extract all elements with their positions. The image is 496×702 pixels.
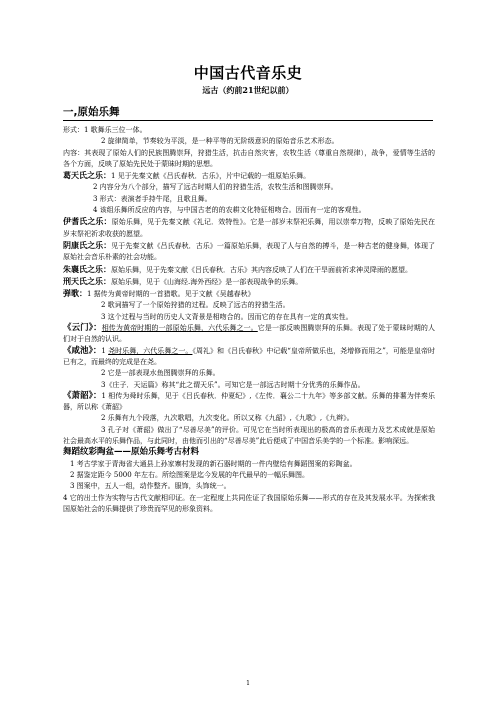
term-label: 阴康氏之乐： [63,240,112,250]
paragraph [63,170,435,182]
paragraph: 4 该组乐舞所反应的内容，与中国古老的的农耕文化特征相吻合。因而有一定的客观性。 [93,206,366,215]
term-label: 朱襄氏之乐： [63,264,111,274]
paragraph: 3 形式：表演者手持牛尾，且歌且舞。 [93,194,212,203]
term-text-underlined: 相传为黄帝时期的一部原始乐舞，六代乐舞之一。 [101,324,258,333]
term-text: 1 据传为黄帝时期的一首猎歌。见于文献《吴越春秋》 [87,290,255,299]
paragraph [63,264,435,276]
paragraph: 2 旋律简单，节奏较为平淡，是一种平等的无阶级意识的原始音乐艺术形态。 [101,137,339,146]
term-label: 伊耆氏之乐： [63,217,112,227]
paragraph [63,216,435,240]
paragraph [63,346,435,369]
term-label: 《云门》： [63,323,102,334]
page-subtitle: 远古（约前21世纪以前） [202,85,294,95]
term-text: 原始乐舞，见于先秦文献《礼记．效特性》。它是一部岁末祭祀乐舞，用以崇奉万物，反映了原始先民在岁末祭祀祈求收获的愿望。 [63,218,436,238]
term-label: 刑天氏之乐： [63,276,111,286]
paragraph [63,391,435,414]
paragraph: 2 它是一部表现水鱼图腾崇拜的乐舞。 [101,369,220,378]
paragraph [63,323,435,346]
paragraph: 内容：其表现了原始人们的民族图腾崇拜，狩猎生活，抗击自然灾害，农牧生活（尊重自然规律），战争，爱情等生活的各个方面，反映了原始先民处于蒙昧时期的思想。 [63,148,435,168]
paragraph: 4 它的出土作为实物与古代文献相印证。在一定程度上共同佐证了我国原始乐舞——形式的存在及其发展水平。为探索我国原始社会的乐舞提供了珍贵而罕见的形象资料。 [63,493,435,513]
document-body [63,125,435,515]
term-number: 1 [101,346,109,355]
paragraph: 形式：1 歌舞乐三位一体。 [63,126,147,134]
term-label: 《萧韶》： [63,390,102,401]
subsection-heading: 舞蹈纹彩陶盆——原始乐舞考古材料 [63,447,200,458]
term-text: 1 见于先秦文献《吕氏春秋．古乐》，片中记载的一组原始乐舞。 [111,172,311,181]
term-text: 原始乐舞，见于《山海经.海外西经》是一部表现战争的乐舞。 [111,277,303,286]
paragraph: 2 乐舞有九个段落，九次歌唱，九次变化。所以又称《九韶》,《九歌》,《九辫》。 [101,414,354,423]
paragraph: 3 这个过程与当时的历史人文背景是相吻合的。因而它的存在具有一定的真实性。 [101,312,353,321]
paragraph: 3 孔子对《萧韶》做出了“尽善尽美”的评价。可见它在当时所表现出的极高的音乐表现力及艺术成就是原始社会最高水平的乐舞作品，与此同时，由他而引出的“尽善尽美”此后便成了中国音乐美学的一个标准。影响深远。 [63,425,435,446]
term-text: 1 相传为舜时乐舞，见于《吕氏春秋．仲夏纪》,《左传．襄公二十九年》等多部文献。乐舞的排薯为伴奏乐器，所以称《萧韶》 [63,391,435,412]
term-label: 《咸池》： [63,345,102,356]
paragraph: 2 内容分为八个部分，描写了远古时期人们的狩猎生活，农牧生活和图腾崇拜。 [93,183,338,192]
paragraph: 1 考古学家于青海省大通县上孙家寨村发现的新石器时期的一件内壁绘有舞蹈图案的彩陶盆。 [70,459,357,468]
paragraph: 2 歌词描写了一个原始狩猎的过程。反映了远古的狩猎生活。 [101,301,290,310]
paragraph [63,288,435,300]
page-title: 中国古代音乐史 [193,64,303,82]
term-label: 弹歌： [63,289,87,299]
section-divider [63,120,433,121]
term-text: 原始乐舞，见于先秦文献《吕氏春秋．古乐》其内容反映了人们在干旱面前祈求神灵降雨的愿望。 [111,265,412,274]
term-text: 它是一部反映图腾崇拜的乐舞。表现了处于蒙昧时期的人们对于自然的认识。 [63,324,435,344]
paragraph: 3《庄子．天运篇》称其“此之谓天乐”。可知它是一部远古时期十分优秀的乐舞作品。 [101,380,365,389]
paragraph [63,276,435,288]
paragraph: 2 据鉴定距今 5000 年左右。所绘图案是迄今发展的年代最早的一幅乐舞图。 [70,470,309,479]
term-text-underlined: 尧时乐舞，六代乐舞之一。 [108,346,193,355]
term-text: 《周礼》和《吕氏春秋》中记载“皇帝所做乐也，尧增修而用之”，可能是皇帝时已有之，而最终的完成是在尧。 [63,346,436,366]
term-label: 葛天氏之乐： [63,171,111,181]
paragraph: 3 图案中，五人一组，动作整齐。服饰，头饰统一。 [70,482,231,491]
paragraph [63,240,435,264]
term-text: 见于先秦文献《吕氏春秋．古乐》一篇原始乐舞，表现了人与自然的搏斗，是一种古老的健身舞，体现了原始社会音乐朴素的社会功能。 [63,241,436,262]
section-heading: 一,原始乐舞 [63,106,120,118]
page-number: 1 [246,680,250,687]
